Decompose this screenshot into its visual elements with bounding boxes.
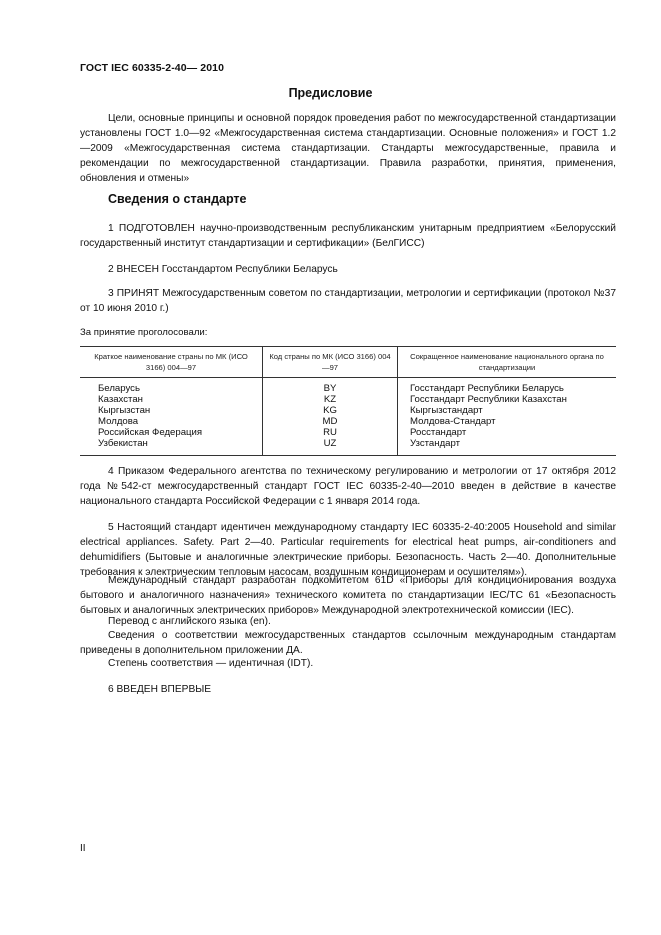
item-2-paragraph: 2 ВНЕСЕН Госстандартом Республики Беларусь (108, 264, 338, 275)
organ-cell: Росстандарт (398, 427, 617, 438)
table-row (80, 405, 616, 416)
country-cell: Беларусь (98, 383, 140, 394)
item-5-references-paragraph: Сведения о соответствии межгосударственных стандартов ссылочным международным стандартам приведены в дополнительном приложении ДА. (80, 630, 616, 656)
organ-cell: Кыргызстандарт (398, 405, 617, 416)
item-5-translation-paragraph: Перевод с английского языка (en). (108, 616, 271, 627)
page-title: Предисловие (288, 86, 373, 100)
table-row (80, 394, 616, 405)
organ-cell: Госстандарт Республики Казахстан (398, 394, 617, 405)
country-cell: Российская Федерация (98, 427, 203, 438)
column-header-code: Код страны по МК (ИСО 3166) 004—97 (263, 347, 398, 378)
organ-cell: Узстандарт (398, 438, 617, 456)
section-title: Сведения о стандарте (108, 192, 247, 206)
intro-paragraph: Цели, основные принципы и основной порядок проведения работ по межгосударственной стандартизации установлены ГОСТ 1.0—92 «Межгосударственная система стандартизации. Основные положения» и ГОСТ 1.2—2009 «Межгосударственная система стандартизации. Стандарты межгосударственные, правила и рекомендации по межгосударственной стандартизации. Правила разработки, принятия, применения, обновления и отмены» (80, 113, 616, 184)
document-header: ГОСТ IEC 60335-2-40— 2010 (80, 62, 225, 74)
voting-table (80, 346, 616, 456)
table-header-row (80, 347, 616, 378)
item-1-paragraph: 1 ПОДГОТОВЛЕН научно-производственным республиканским унитарным предприятием «Белорусский государственный институт стандартизации и сертификации» (БелГИСС) (80, 223, 616, 249)
table-row (80, 416, 616, 427)
table-row (80, 427, 616, 438)
item-5-paragraph: 5 Настоящий стандарт идентичен международному стандарту IEC 60335-2-40:2005 Household and similar electrical appliances. Safety. Part 2—40. Particular requirements for electrical heat pumps, air-conditioners and dehumidifiers (Бытовые и аналогичные электрические приборы. Безопасность. Часть 2—40. Дополнительные требования к электрическим тепловым насосам, воздушным кондиционерам и осушителям»). (80, 522, 616, 578)
country-cell: Молдова (98, 416, 139, 427)
item-4-paragraph: 4 Приказом Федерального агентства по техническому регулированию и метрологии от 17 октября 2012 года №542-ст межгосударственный стандарт ГОСТ IEC 60335-2-40—2010 введен в действие в качестве национального стандарта Российской Федерации с 1 января 2014 года. (80, 466, 616, 507)
column-header-country: Краткое наименование страны по МК (ИСО 3166) 004—97 (80, 347, 263, 378)
country-cell: Кыргызстан (98, 405, 151, 416)
code-cell: KZ (263, 394, 398, 405)
page-number: II (80, 843, 86, 854)
code-cell: MD (263, 416, 398, 427)
organ-cell: Молдова-Стандарт (398, 416, 617, 427)
code-cell: RU (263, 427, 398, 438)
country-cell: Казахстан (98, 394, 143, 405)
table-row (80, 378, 616, 395)
country-cell: Узбекистан (80, 438, 263, 456)
item-5-conformity-paragraph: Степень соответствия — идентичная (IDT). (108, 658, 314, 669)
code-cell: KG (263, 405, 398, 416)
item-5-source-paragraph: Международный стандарт разработан подкомитетом 61D «Приборы для кондиционирования воздуха бытового и аналогичного назначения» технического комитета по стандартизации IEC/TC 61 «Безопасность бытовых и аналогичных электрических приборов» Международной электротехнической комиссии (IEC). (80, 575, 616, 616)
item-3-paragraph: 3 ПРИНЯТ Межгосударственным советом по стандартизации, метрологии и сертификации (протокол №37 от 10 июня 2010 г.) (80, 288, 616, 314)
organ-cell: Госстандарт Республики Беларусь (398, 378, 617, 395)
code-cell: BY (263, 378, 398, 395)
code-cell: UZ (263, 438, 398, 456)
column-header-organ: Сокращенное наименование национального органа по стандартизации (398, 347, 617, 378)
voted-label: За принятие проголосовали: (80, 327, 208, 338)
item-6-paragraph: 6 ВВЕДЕН ВПЕРВЫЕ (108, 684, 212, 695)
table-row (80, 438, 616, 456)
